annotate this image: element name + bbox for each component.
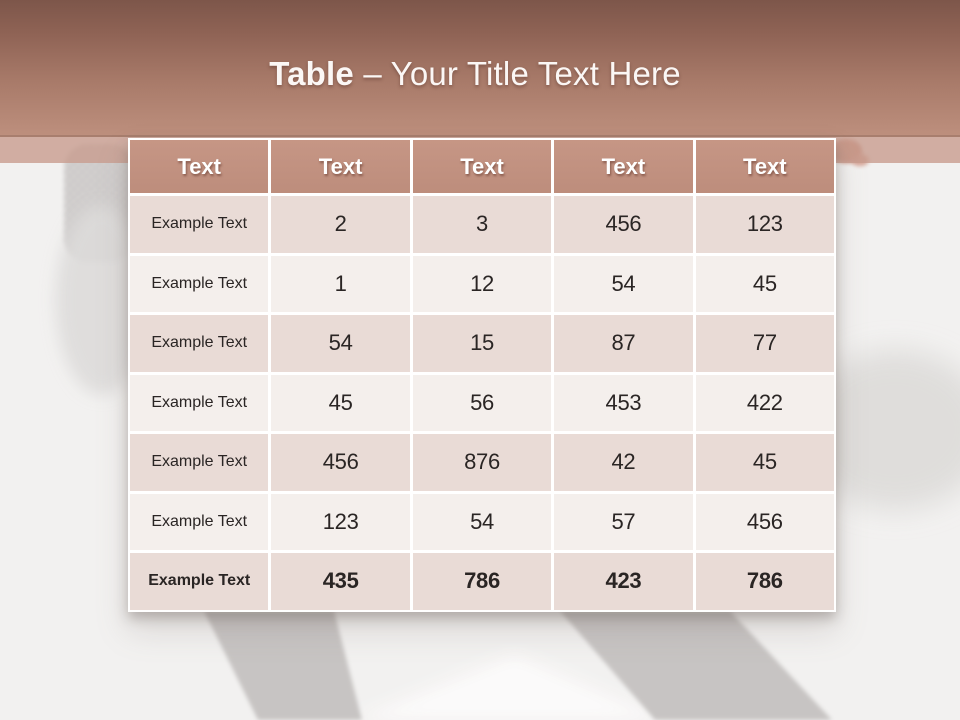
value-cell: 45 [696, 256, 834, 313]
value-cell: 456 [696, 494, 834, 551]
left-leg-shape [204, 611, 362, 720]
header-cell: Text [696, 140, 834, 193]
value-cell: 1 [271, 256, 409, 313]
value-cell: 45 [271, 375, 409, 432]
slide-title [0, 52, 950, 96]
value-cell: 123 [696, 196, 834, 253]
slide-title-bold: Table [269, 55, 354, 92]
value-cell: 15 [413, 315, 551, 372]
row-label-cell: Example Text [130, 494, 268, 551]
table-row [130, 375, 834, 432]
row-label-cell: Example Text [130, 375, 268, 432]
value-cell: 42 [554, 434, 692, 491]
value-cell: 77 [696, 315, 834, 372]
value-cell: 54 [413, 494, 551, 551]
value-cell: 45 [696, 434, 834, 491]
value-cell: 57 [554, 494, 692, 551]
value-cell: 54 [554, 256, 692, 313]
row-label-cell: Example Text [130, 315, 268, 372]
value-cell: 422 [696, 375, 834, 432]
table-row [130, 494, 834, 551]
table-row [130, 256, 834, 313]
row-label-cell: Example Text [130, 256, 268, 313]
table-row [130, 553, 834, 610]
table-row [130, 196, 834, 253]
value-cell: 453 [554, 375, 692, 432]
table-row [130, 315, 834, 372]
data-table [128, 138, 836, 612]
header-cell: Text [554, 140, 692, 193]
row-label-cell: Example Text [130, 434, 268, 491]
value-cell: 423 [554, 553, 692, 610]
value-cell: 2 [271, 196, 409, 253]
table-row [130, 434, 834, 491]
value-cell: 786 [413, 553, 551, 610]
header-cell: Text [130, 140, 268, 193]
value-cell: 3 [413, 196, 551, 253]
slide-title-rest: – Your Title Text Here [363, 55, 681, 92]
table-header-row [130, 140, 834, 193]
value-cell: 456 [554, 196, 692, 253]
header-cell: Text [271, 140, 409, 193]
value-cell: 87 [554, 315, 692, 372]
value-cell: 786 [696, 553, 834, 610]
row-label-cell: Example Text [130, 196, 268, 253]
row-label-cell: Example Text [130, 553, 268, 610]
value-cell: 456 [271, 434, 409, 491]
value-cell: 12 [413, 256, 551, 313]
header-cell: Text [413, 140, 551, 193]
value-cell: 56 [413, 375, 551, 432]
value-cell: 435 [271, 553, 409, 610]
value-cell: 123 [271, 494, 409, 551]
value-cell: 54 [271, 315, 409, 372]
value-cell: 876 [413, 434, 551, 491]
